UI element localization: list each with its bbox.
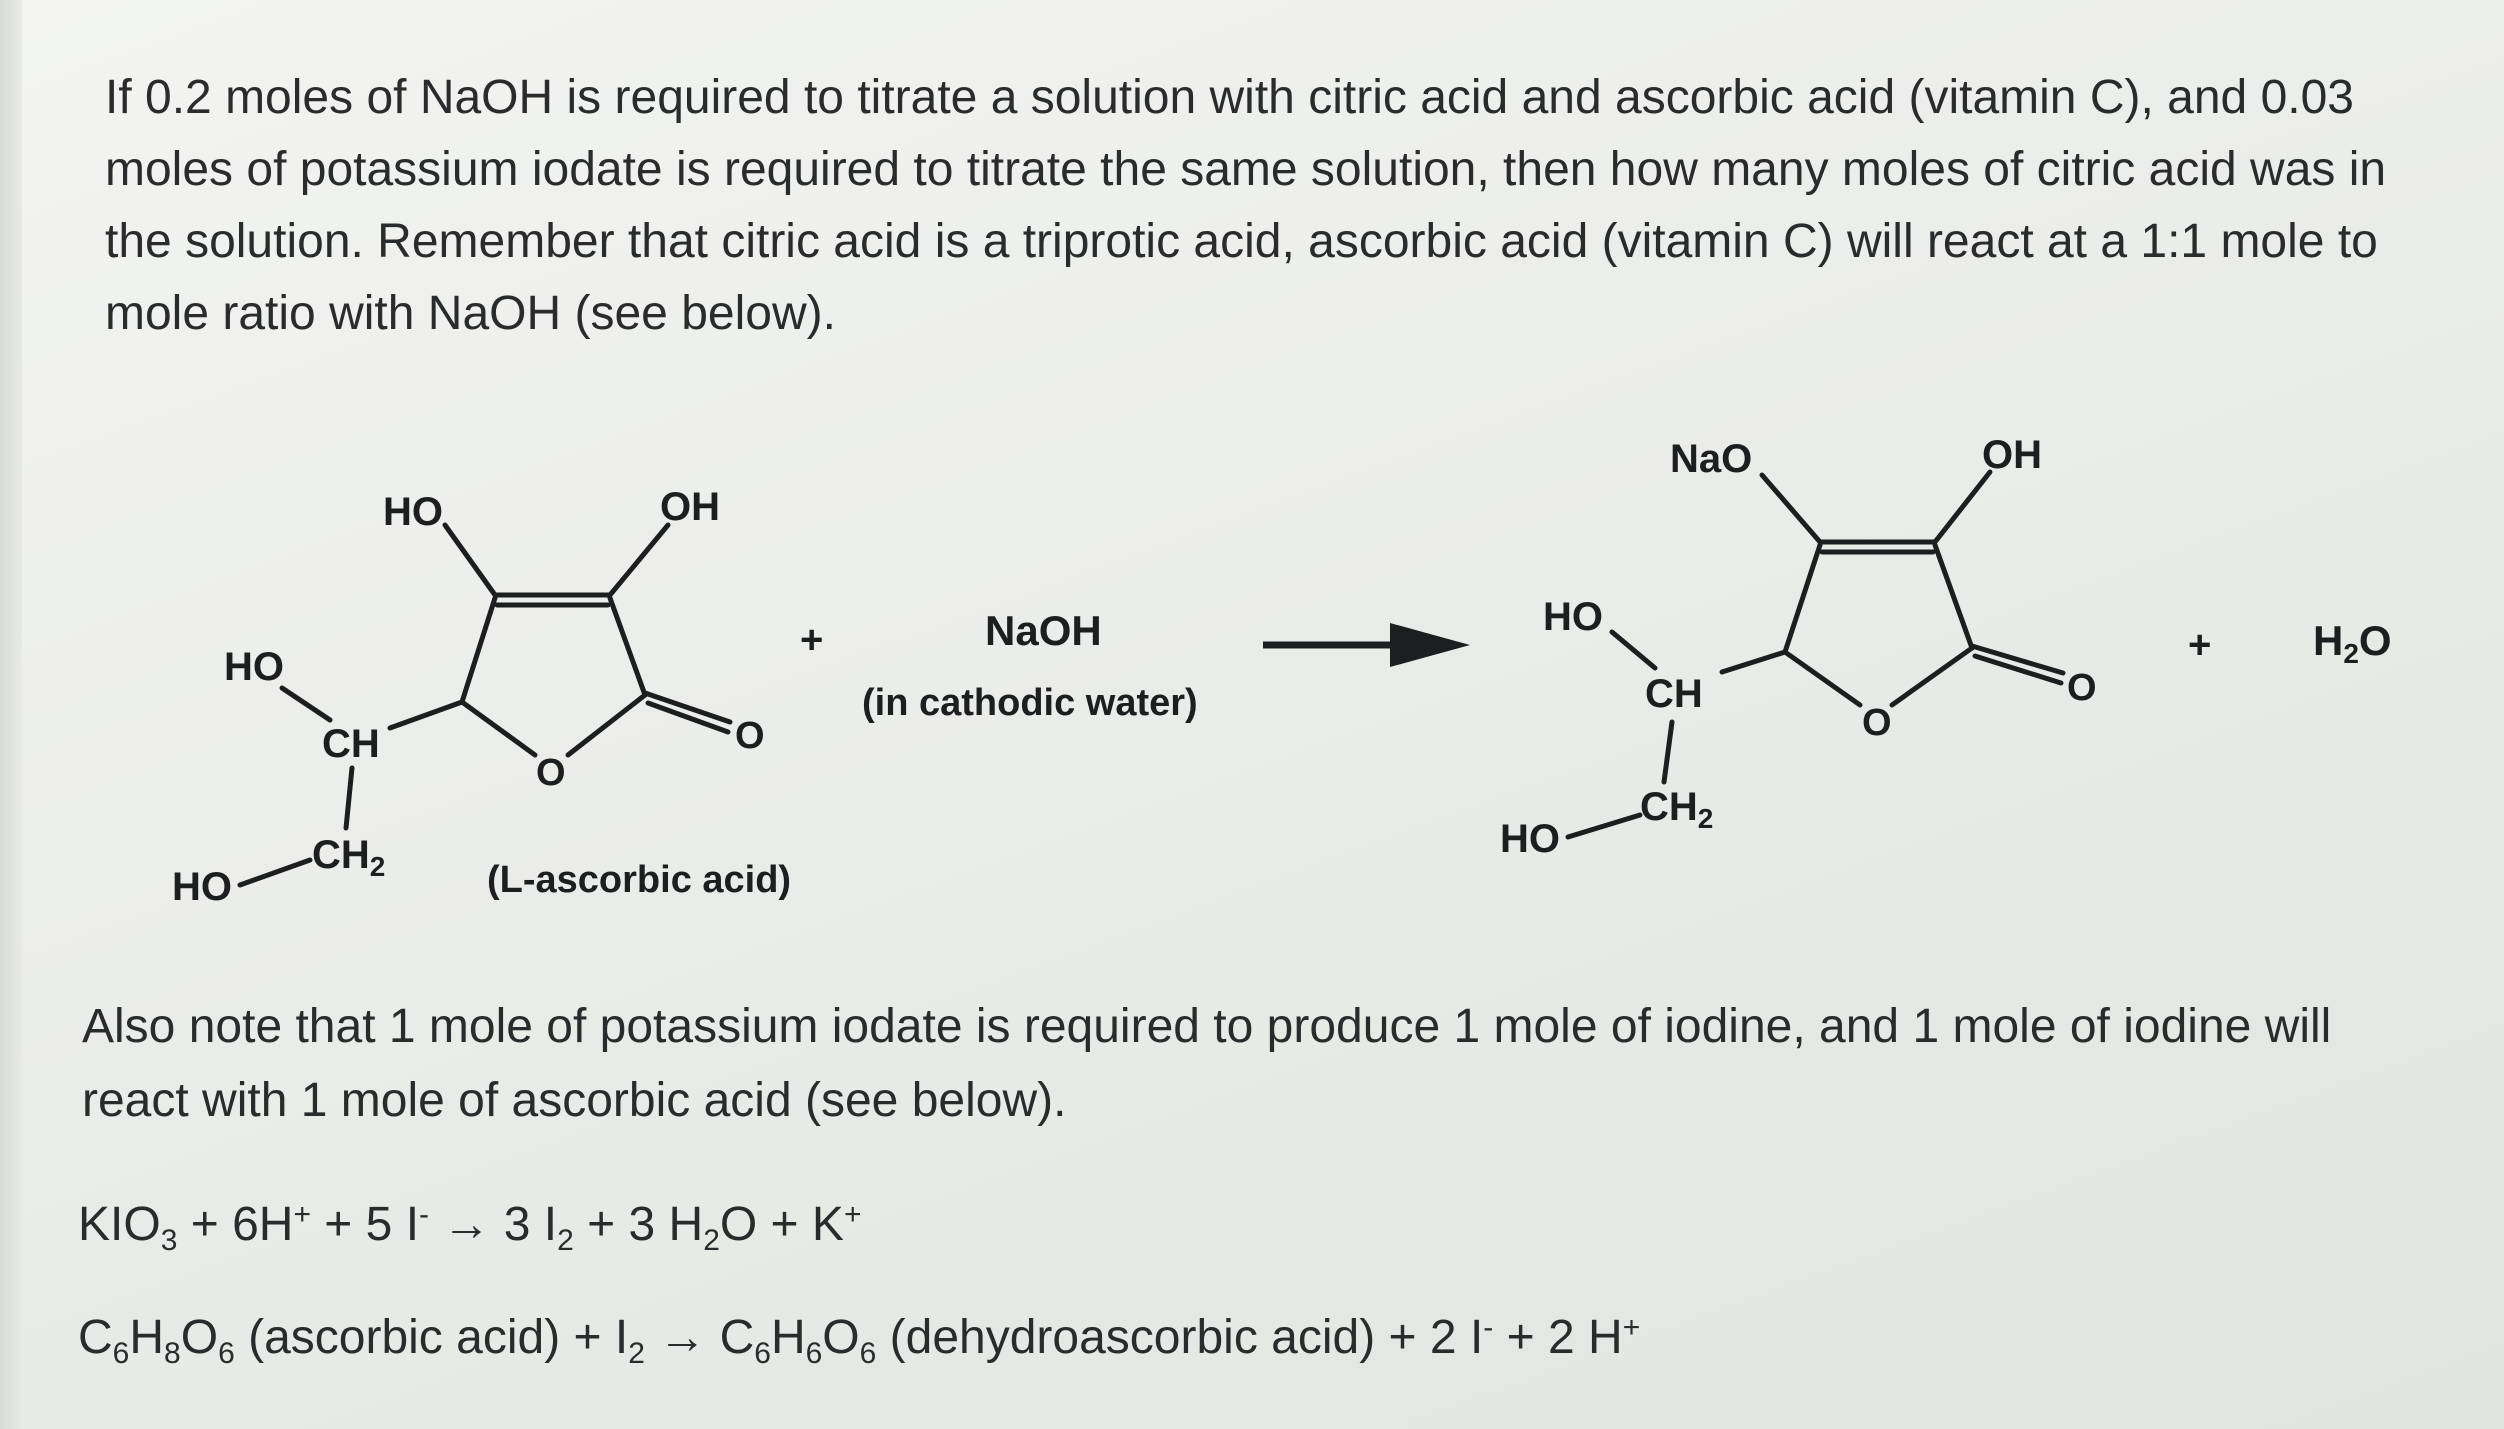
product-ring-bond-lower-left xyxy=(1785,652,1860,705)
product-bond-ho-ch2 xyxy=(1568,815,1640,837)
label-product-ch2: $CH_2$ xyxy=(1640,785,1714,834)
label-oh-top: OH xyxy=(660,485,720,529)
label-ascorbic-acid: (L-ascorbic acid) xyxy=(487,859,792,901)
label-naoh: NaOH xyxy=(985,607,1102,654)
label-ch2: $CH_2$ xyxy=(312,833,386,882)
label-ho-top: HO xyxy=(383,490,443,534)
label-conditions: (in cathodic water) xyxy=(862,682,1198,724)
ring-bond-right xyxy=(610,598,645,695)
product-bond-ring-ch xyxy=(1722,652,1785,672)
label-ring-o: O xyxy=(536,752,566,794)
ascorbic-acid-structure xyxy=(172,485,791,909)
label-product-ring-o: O xyxy=(1862,702,1892,744)
bond-ring-ch xyxy=(390,702,462,728)
product-bond-ho-ch xyxy=(1612,632,1655,668)
ring-bond-lower-right xyxy=(568,695,645,755)
label-product-oh: OH xyxy=(1982,433,2042,477)
product-bond-oh xyxy=(1935,472,1990,542)
ring-bond-lower-left xyxy=(462,702,535,755)
label-product-ho-side: HO xyxy=(1543,595,1603,639)
label-product-carbonyl-o: O xyxy=(2067,667,2097,709)
label-nao: NaO xyxy=(1670,437,1753,481)
question-text: If 0.2 moles of NaOH is required to titrate a solution with citric acid and ascorbic acid (vitamin C), and 0.03 moles of potassium iodate is required to titrate the same solution, then how many moles of citric acid was in the solution. Remember that citric acid is a triprotic acid, ascorbic acid (vitamin C) will react at a 1:1 mole to mole ratio with NaOH (see below). xyxy=(105,71,2387,340)
iodine-note-text: Also note that 1 mole of potassium iodate is required to produce 1 mole of iodine, and 1 mole of iodine will react with 1 mole of ascorbic acid (see below). xyxy=(82,1000,2332,1127)
label-water: H2O xyxy=(2313,617,2392,669)
bond-ho-top xyxy=(445,525,495,595)
bond-ho-ch xyxy=(282,688,330,720)
ascorbic-iodine-equation: $C_6H_8O_6$ (ascorbic acid) + $I_2 \to C_6H_6O_6$ (dehydroascorbic acid) + 2 I- + 2 H+ xyxy=(78,1311,1641,1370)
product-bond-nao xyxy=(1762,475,1820,542)
bond-ho-ch2 xyxy=(240,860,310,885)
product-ring-bond-lower-right xyxy=(1892,648,1972,705)
label-ch: CH xyxy=(322,722,380,766)
label-product-ch: CH xyxy=(1645,672,1703,716)
label-product-ho-bottom: HO xyxy=(1500,817,1560,861)
bond-oh-top xyxy=(610,525,668,595)
product-bond-ch-ch2 xyxy=(1664,722,1672,782)
ring-bond-left xyxy=(462,598,495,702)
product-ring-bond-left xyxy=(1785,545,1820,652)
reaction-arrow xyxy=(1263,623,1470,667)
label-ho-side: HO xyxy=(224,645,284,689)
iodate-equation: $KIO_3 + 6H^+ + 5$ I- → 3 $I_2 + 3$ $H_2O + K^+$ xyxy=(78,1198,862,1257)
label-carbonyl-o: O xyxy=(735,715,765,757)
sodium-ascorbate-structure xyxy=(1500,433,2097,861)
plus-sign-2: + xyxy=(2188,623,2212,667)
product-ring-bond-right xyxy=(1935,545,1972,648)
bond-ch-ch2 xyxy=(346,768,352,828)
plus-sign-1: + xyxy=(800,618,824,662)
label-ho-bottom: HO xyxy=(172,865,232,909)
